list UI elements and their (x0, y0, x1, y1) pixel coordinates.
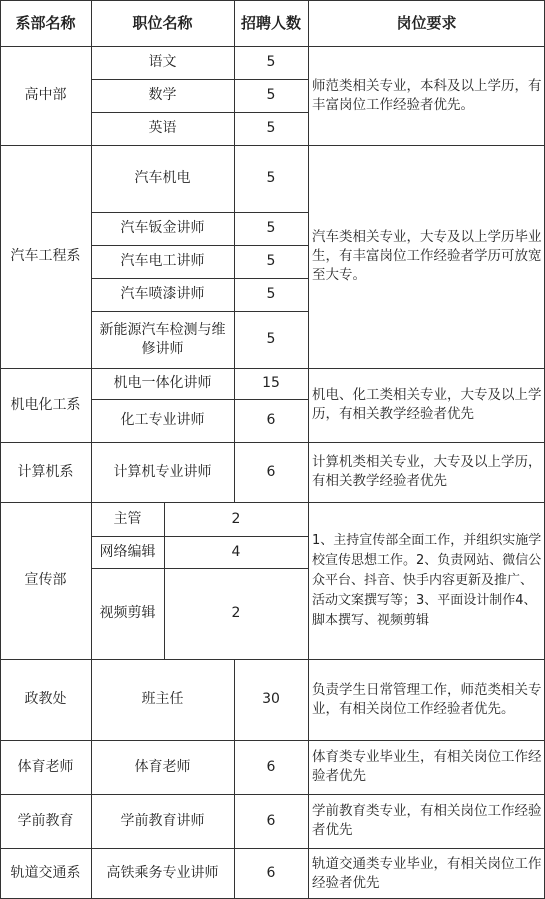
header-count: 招聘人数 (240, 13, 301, 32)
position-title: 语文 (148, 54, 177, 70)
position-count: 5 (266, 87, 276, 103)
position-title: 视频剪辑 (99, 605, 156, 621)
header-department: 系部名称 (15, 13, 76, 32)
grid-line (91, 245, 308, 246)
grid-line (91, 79, 308, 80)
requirement-text: 轨道交通类专业毕业，有相关岗位工作经验者优先 (312, 855, 542, 891)
department-name: 汽车工程系 (10, 248, 81, 264)
grid-line (0, 442, 545, 443)
position-title: 新能源汽车检测与维修讲师 (99, 321, 226, 357)
position-count: 6 (266, 758, 276, 775)
position-title: 汽车钣金讲师 (120, 220, 205, 236)
position-title: 数学 (148, 87, 177, 103)
grid-line (234, 659, 235, 899)
position-count: 5 (266, 54, 276, 70)
position-title: 汽车电工讲师 (120, 253, 205, 269)
position-count: 6 (266, 865, 276, 881)
requirement-text: 计算机类相关专业，大专及以上学历，有相关教学经验者优先 (312, 454, 542, 489)
department-name: 宣传部 (24, 572, 67, 588)
requirement-text: 学前教育类专业，有相关岗位工作经验者优先 (312, 803, 542, 838)
grid-line (164, 502, 165, 659)
grid-line (308, 0, 309, 899)
position-title: 高铁乘务专业讲师 (106, 865, 219, 881)
position-title: 英语 (148, 120, 177, 136)
position-title: 汽车喷漆讲师 (120, 286, 205, 302)
requirement-text: 体育类专业毕业生，有相关岗位工作经验者优先 (312, 749, 542, 784)
department-name: 高中部 (24, 87, 67, 103)
department-name: 计算机系 (17, 463, 74, 480)
position-count: 5 (266, 220, 276, 236)
requirement-text: 1、主持宣传部全面工作，并组织实施学校宣传思想工作。2、负责网站、微信公众平台、抖音、快手内容更新及推广、活动文案撰写等；3、平面设计制作4、脚本撰写、视频剪辑 (312, 532, 542, 628)
grid-line (234, 0, 235, 502)
position-title: 体育老师 (134, 758, 191, 775)
department-name: 轨道交通系 (10, 865, 81, 881)
header-requirement: 岗位要求 (396, 13, 457, 32)
department-name: 体育老师 (17, 758, 74, 775)
grid-line (91, 568, 308, 569)
position-count: 5 (266, 253, 276, 269)
position-title: 机电一体化讲师 (113, 375, 212, 391)
grid-line (0, 0, 545, 1)
grid-line (0, 368, 545, 369)
grid-line (0, 848, 545, 849)
grid-line (91, 399, 308, 400)
position-title: 计算机专业讲师 (113, 463, 212, 480)
grid-line (91, 212, 308, 213)
grid-line (91, 112, 308, 113)
position-title: 汽车机电 (134, 170, 191, 186)
requirement-text: 机电、化工类相关专业，大专及以上学历，有相关教学经验者优先 (312, 387, 542, 422)
position-count: 6 (266, 812, 276, 829)
position-count: 2 (231, 605, 241, 621)
position-title: 班主任 (141, 691, 184, 707)
position-count: 30 (262, 691, 280, 707)
department-name: 机电化工系 (10, 396, 81, 413)
grid-line (0, 659, 545, 660)
position-count: 2 (231, 510, 241, 527)
position-count: 6 (266, 463, 276, 480)
position-title: 学前教育讲师 (120, 812, 205, 829)
requirement-text: 负责学生日常管理工作，师范类相关专业，有相关岗位工作经验者优先。 (312, 681, 542, 717)
grid-line (91, 536, 308, 537)
grid-line (91, 311, 308, 312)
grid-line (0, 740, 545, 741)
grid-line (0, 0, 1, 899)
position-count: 4 (231, 543, 241, 560)
position-count: 5 (266, 170, 276, 186)
position-count: 5 (266, 120, 276, 136)
grid-line (91, 278, 308, 279)
header-position: 职位名称 (132, 13, 193, 32)
position-title: 化工专业讲师 (120, 412, 205, 428)
position-count: 15 (262, 375, 280, 391)
grid-line (0, 145, 545, 146)
grid-line (91, 0, 92, 899)
position-title: 网络编辑 (99, 543, 156, 560)
position-count: 5 (266, 286, 276, 302)
requirement-text: 师范类相关专业，本科及以上学历，有丰富岗位工作经验者优先。 (312, 77, 542, 113)
department-name: 学前教育 (17, 812, 74, 829)
grid-line (0, 502, 545, 503)
grid-line (0, 46, 545, 47)
position-count: 5 (266, 331, 276, 347)
position-count: 6 (266, 412, 276, 428)
grid-line (0, 794, 545, 795)
department-name: 政教处 (24, 691, 67, 707)
requirement-text: 汽车类相关专业，大专及以上学历毕业生，有丰富岗位工作经验者学历可放宽至大专。 (312, 229, 542, 283)
position-title: 主管 (113, 510, 142, 527)
